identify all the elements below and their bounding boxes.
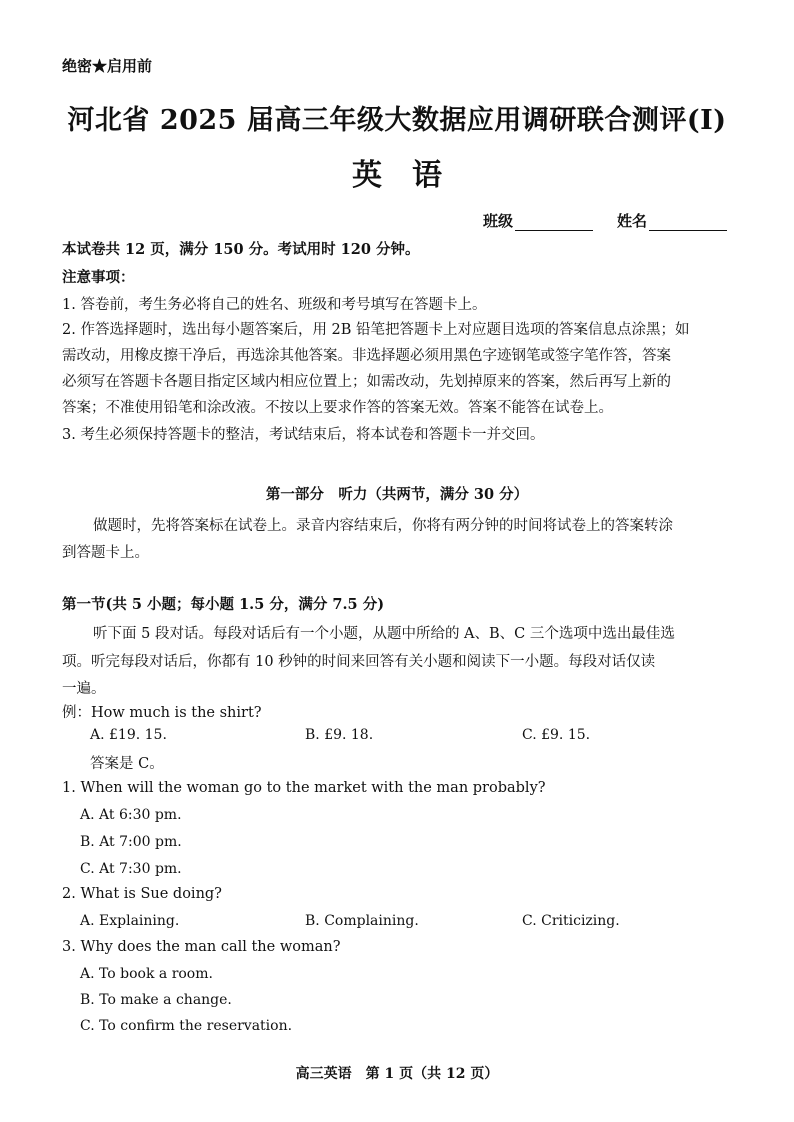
question-1-option-b: B. At 7:00 pm. — [80, 834, 182, 850]
question-3-option-c: C. To confirm the reservation. — [80, 1018, 293, 1034]
note-2-line-1: 2. 作答选择题时，选出每小题答案后，用 2B 铅笔把答题卡上对应题目选项的答案信息点涂黑；如 — [62, 322, 690, 338]
subject-title: 英 语 — [352, 158, 442, 193]
question-2: 2. What is Sue doing? — [62, 886, 222, 902]
part-1-instruction-line-1: 做题时，先将答案标在试卷上。录音内容结束后，你将有两分钟的时间将试卷上的答案转涂 — [93, 518, 673, 534]
part-1-instruction-line-2: 到答题卡上。 — [62, 545, 149, 561]
question-3: 3. Why does the man call the woman? — [62, 939, 341, 955]
question-1: 1. When will the woman go to the market with the man probably? — [62, 780, 546, 796]
page-footer: 高三英语 第 1 页（共 12 页） — [295, 1066, 499, 1082]
question-1-option-a: A. At 6:30 pm. — [80, 807, 182, 823]
question-3-option-b: B. To make a change. — [80, 992, 232, 1008]
section-1-instruction-line-2: 项。听完每段对话后，你都有 10 秒钟的时间来回答有关小题和阅读下一小题。每段对话仅读 — [62, 654, 656, 670]
question-2-option-b: B. Complaining. — [305, 913, 419, 929]
name-blank — [649, 215, 727, 231]
exam-title: 河北省 2025 届高三年级大数据应用调研联合测评(Ⅰ) — [67, 105, 727, 136]
example-option-b: B. £9. 18. — [305, 727, 374, 743]
section-1-instruction-line-3: 一遍。 — [62, 681, 106, 697]
question-2-option-c: C. Criticizing. — [522, 913, 620, 929]
section-1-heading: 第一节(共 5 小题；每小题 1.5 分，满分 7.5 分) — [62, 596, 385, 613]
question-2-option-a: A. Explaining. — [80, 913, 180, 929]
class-blank — [515, 215, 593, 231]
note-2-line-2: 需改动，用橡皮擦干净后，再选涂其他答案。非选择题必须用黑色字迹钢笔或签字笔作答，答案 — [62, 348, 671, 364]
note-1: 1. 答卷前，考生务必将自己的姓名、班级和考号填写在答题卡上。 — [62, 297, 487, 313]
notes-title: 注意事项： — [62, 269, 135, 286]
question-1-option-c: C. At 7:30 pm. — [80, 861, 182, 877]
class-label: 班级 — [483, 212, 514, 230]
name-label: 姓名 — [617, 212, 648, 230]
note-2-line-3: 必须写在答题卡各题目指定区域内相应位置上；如需改动，先划掉原来的答案，然后再写上新的 — [62, 374, 671, 390]
example-question: 例：How much is the shirt? — [62, 705, 262, 721]
note-3: 3. 考生必须保持答题卡的整洁，考试结束后，将本试卷和答题卡一并交回。 — [62, 427, 545, 443]
note-2-line-4: 答案；不准使用铅笔和涂改液。不按以上要求作答的答案无效。答案不能答在试卷上。 — [62, 400, 613, 416]
name-field — [617, 210, 727, 231]
example-answer: 答案是 C。 — [90, 756, 164, 772]
part-1-heading: 第一部分 听力（共两节，满分 30 分） — [265, 486, 529, 503]
section-1-instruction-line-1: 听下面 5 段对话。每段对话后有一个小题，从题中所给的 A、B、C 三个选项中选出最佳选 — [93, 626, 675, 642]
question-3-option-a: A. To book a room. — [80, 966, 213, 982]
class-field — [483, 210, 593, 231]
exam-info: 本试卷共 12 页，满分 150 分。考试用时 120 分钟。 — [62, 241, 420, 258]
confidential-label: 绝密★启用前 — [62, 57, 153, 75]
example-option-a: A. £19. 15. — [90, 727, 167, 743]
example-option-c: C. £9. 15. — [522, 727, 591, 743]
